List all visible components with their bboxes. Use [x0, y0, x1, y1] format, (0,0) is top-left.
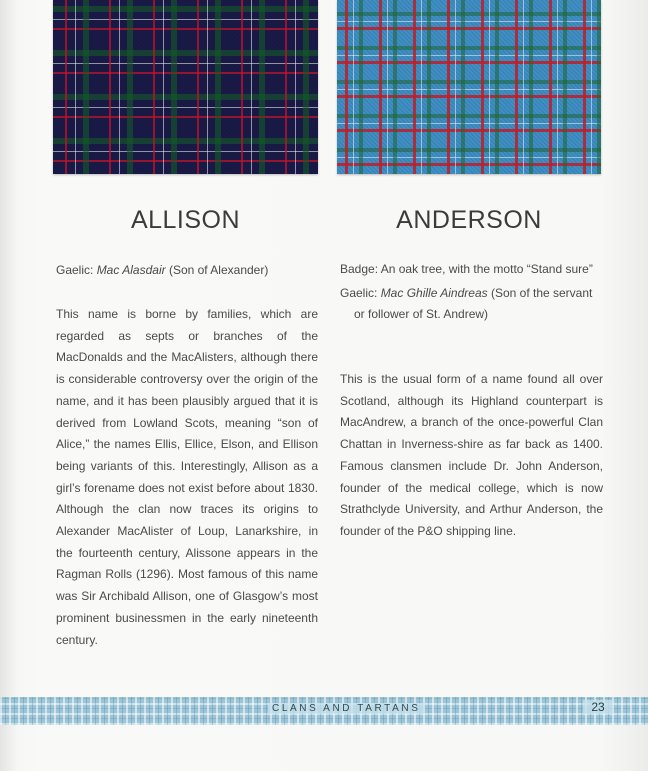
anderson-gaelic-line	[340, 283, 602, 326]
allison-body-text: This name is borne by families, which are regarded as septs or branches of the MacDonalds and the MacAlisters, although there is considerable controversy over the origin of the name, and it has been plausibly argued that it is derived from Lowland Scots, meaning “son of Alice,” the names Ellis, Ellice, Elson, and Ellison being variants of this. Interestingly, Allison as a girl’s forename does not exist before about 1830. Although the clan now traces its origins to Alexander MacAlister of Loup, Lanarkshire, in the fourteenth century, Alissone appears in the Ragman Rolls (1296). Most famous of this name was Sir Archibald Allison, one of Glasgow’s most prominent businessmen in the early nineteenth century.	[56, 307, 318, 647]
anderson-details	[340, 259, 602, 326]
page-number: 23	[583, 700, 613, 714]
anderson-gaelic-label: Gaelic:	[340, 285, 381, 300]
anderson-gaelic-meaning: (Son of the servant or follower of St. Andrew)	[354, 285, 593, 322]
allison-tartan-swatch	[53, 0, 318, 174]
allison-gaelic-line	[56, 260, 318, 282]
anderson-heading: ANDERSON	[396, 206, 542, 234]
anderson-tartan-swatch	[337, 0, 601, 174]
allison-heading: ALLISON	[130, 206, 241, 234]
allison-gaelic-name: Mac Alasdair	[96, 263, 166, 277]
anderson-body-text: This is the usual form of a name found all over Scotland, although its Highland counterpart is MacAndrew, a branch of the once-powerful Clan Chattan in Inverness-shire as far back as 1400. Famous clansmen include Dr. John Anderson, founder of the medical college, which is now Strathclyde University, and Arthur Anderson, the founder of the P&O shipping line.	[340, 372, 603, 538]
anderson-badge-line: Badge: An oak tree, with the motto “Stand sure”	[340, 262, 593, 276]
allison-gaelic-meaning: (Son of Alexander)	[165, 263, 269, 277]
running-footer-title: CLANS AND TARTANS	[268, 703, 425, 714]
anderson-gaelic-name: Mac Ghille Aindreas	[380, 285, 488, 300]
allison-gaelic-label: Gaelic:	[56, 263, 97, 277]
